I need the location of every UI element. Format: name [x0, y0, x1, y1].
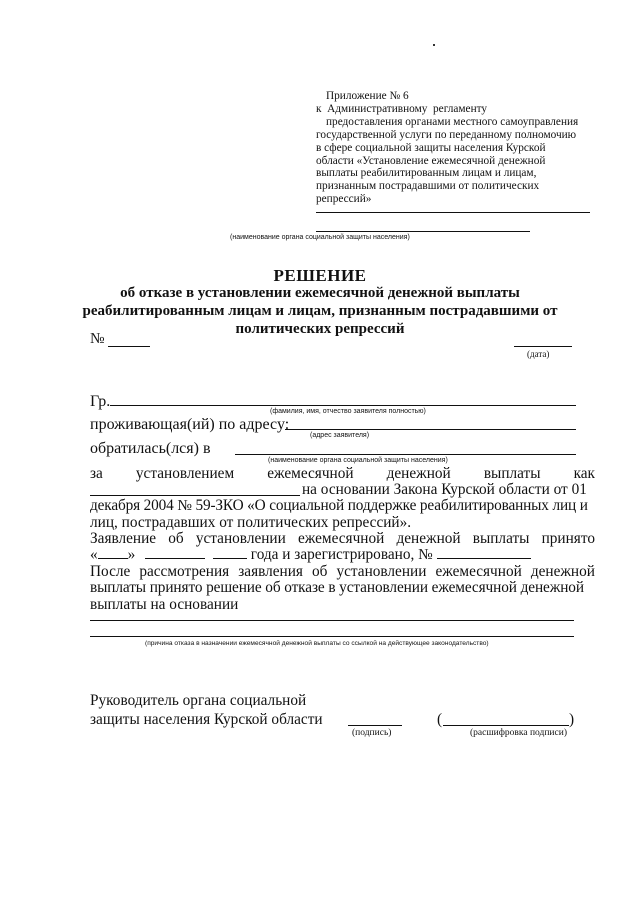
- month-blank: [145, 546, 205, 559]
- appendix-line: области «Установление ежемесячной денежной: [316, 154, 546, 167]
- date-caption: (дата): [527, 349, 550, 359]
- appendix-line: Приложение № 6: [326, 90, 409, 102]
- appendix-line: выплаты реабилитированным лицам и лицам,: [316, 167, 537, 180]
- word: денежной: [530, 563, 595, 580]
- organ-line-1: [316, 212, 590, 213]
- word: об: [312, 563, 328, 580]
- date-line: [514, 346, 572, 347]
- speck-mark: [433, 44, 435, 46]
- word: установлении: [336, 563, 427, 580]
- document-title: РЕШЕНИЕ: [273, 266, 367, 285]
- year-blank: [213, 546, 247, 559]
- word: установлении: [195, 530, 286, 547]
- word: выплаты: [472, 530, 530, 547]
- reason-line-2: [90, 636, 574, 637]
- signature-caption: (подпись): [352, 728, 392, 738]
- address-caption: (адрес заявителя): [310, 432, 370, 439]
- appendix-line: репрессий»: [316, 193, 372, 206]
- benefit-type-line: [90, 495, 300, 496]
- number-line: [108, 346, 150, 347]
- number-label: №: [90, 330, 105, 347]
- word: как: [573, 465, 595, 482]
- applied-label: обратилась(лся) в: [90, 440, 211, 457]
- signatory-title: защиты населения Курской области: [90, 711, 323, 728]
- signature-line: [348, 725, 402, 726]
- document-subtitle-line: реабилитированным лицам и лицам, признанным пострадавшими от: [82, 303, 558, 319]
- reason-caption: (причина отказа в назначении ежемесячной денежной выплаты со ссылкой на действующее законодательство): [145, 640, 489, 647]
- word: принято: [541, 530, 595, 547]
- appendix-line: признанным пострадавшими от политических: [316, 180, 540, 193]
- word: денежной: [386, 465, 451, 482]
- citizen-label: Гр.: [90, 393, 111, 410]
- word: выплаты: [483, 465, 541, 482]
- address-label: проживающая(ий) по адресу:: [90, 416, 290, 433]
- close-paren: ): [569, 711, 575, 728]
- word: После: [90, 563, 131, 580]
- document-subtitle-line: политических репрессий: [235, 321, 405, 337]
- paragraph-line: выплаты на основании: [90, 596, 239, 613]
- address-line: [285, 429, 576, 430]
- word: ежемесячной: [435, 563, 522, 580]
- organ-line-2: [316, 231, 530, 232]
- citizen-line: [110, 405, 576, 406]
- word: заявления: [238, 563, 303, 580]
- citizen-caption: (фамилия, имя, отчество заявителя полностью): [270, 408, 426, 415]
- applied-caption: (наименование органа социальной защиты населения): [268, 457, 448, 464]
- day-blank: [98, 546, 128, 559]
- word: Заявление: [90, 530, 157, 547]
- word: установлением: [135, 465, 235, 482]
- word: ежемесячной: [267, 465, 354, 482]
- applied-line: [235, 454, 576, 455]
- word: рассмотрения: [139, 563, 230, 580]
- organ-caption: (наименование органа социальной защиты населения): [230, 234, 410, 241]
- word: денежной: [396, 530, 461, 547]
- appendix-line: в сфере социальной защиты населения Курской: [316, 141, 546, 154]
- open-paren: (: [437, 711, 443, 728]
- decode-line: [443, 725, 569, 726]
- paragraph-line: на основании Закона Курской области от 01: [302, 481, 587, 498]
- word: ежемесячной: [297, 530, 385, 547]
- word: за: [90, 465, 103, 482]
- appendix-line: государственной услуги по переданному полномочию: [316, 128, 577, 141]
- date-registration-line: [90, 546, 531, 564]
- document-subtitle-line: об отказе в установлении ежемесячной денежной выплаты: [120, 285, 520, 301]
- paragraph-line: выплаты принято решение об отказе в установлении ежемесячной денежной: [90, 579, 584, 596]
- decode-caption: (расшифровка подписи): [470, 728, 567, 738]
- registration-number-blank: [437, 546, 531, 559]
- registration-text: года и зарегистрировано, №: [250, 546, 433, 563]
- word: об: [168, 530, 184, 547]
- paragraph-line: декабря 2004 № 59-ЗКО «О социальной поддержке реабилитированных лиц и: [90, 497, 588, 514]
- appendix-line: предоставления органами местного самоуправления: [326, 115, 579, 128]
- appendix-line: к Административному регламенту: [316, 102, 488, 115]
- paragraph-line: лиц, пострадавших от политических репрессий».: [90, 514, 412, 531]
- signatory-title: Руководитель органа социальной: [90, 692, 307, 709]
- quote-close: »: [127, 546, 136, 563]
- quote-open: «: [90, 546, 98, 563]
- appendix-block: [316, 90, 578, 206]
- reason-line-1: [90, 620, 574, 621]
